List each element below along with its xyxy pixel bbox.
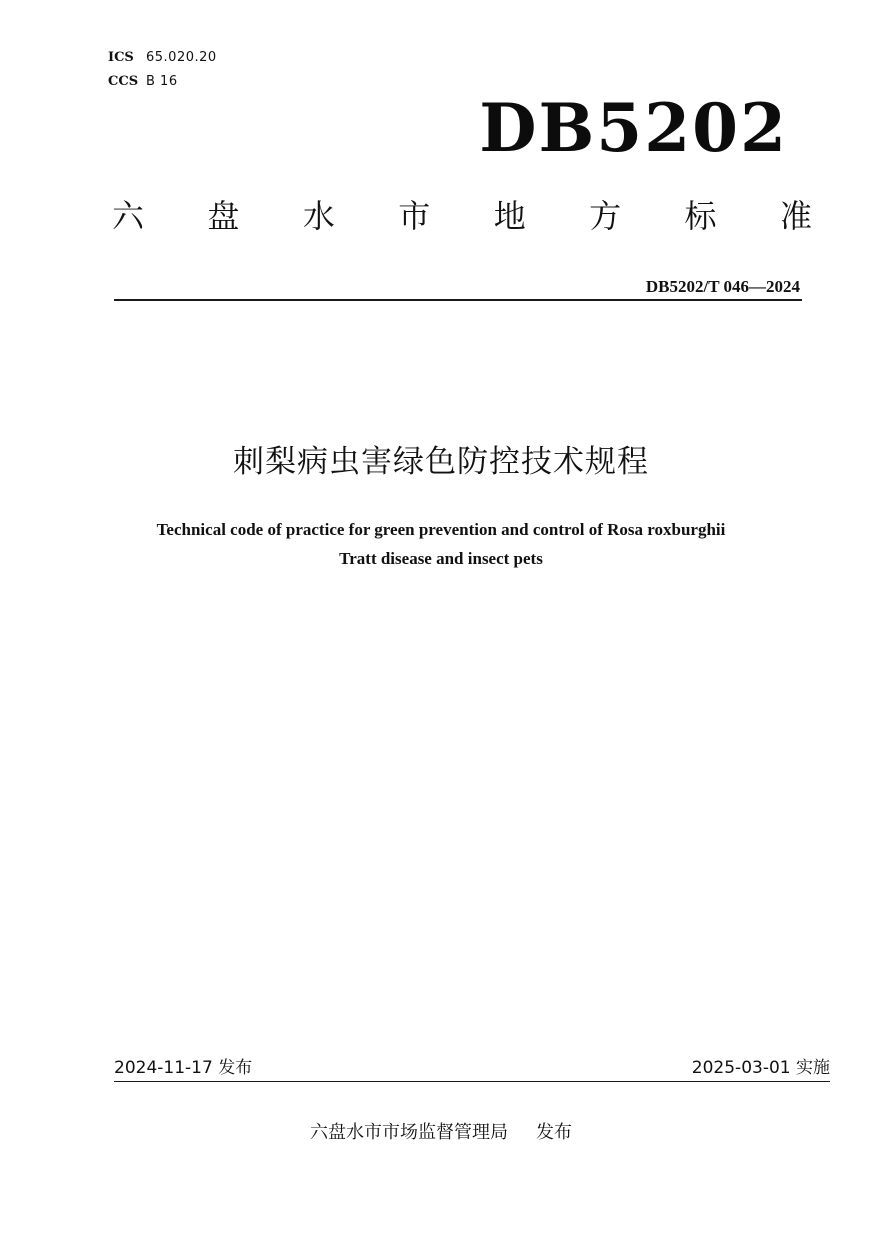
- standard-type-char: 盘: [207, 197, 240, 235]
- standard-type-char: 方: [589, 197, 622, 235]
- standard-number: DB5202/T 046—2024: [645, 277, 800, 296]
- standard-type-heading: [112, 192, 812, 240]
- standard-type-char: 地: [493, 197, 526, 235]
- implementation-date: 2025-03-01 实施: [691, 1058, 830, 1078]
- standard-code-heading: DB5202: [479, 89, 788, 167]
- issue-date: 2024-11-17 发布: [114, 1058, 253, 1078]
- document-title-cn: 刺梨病虫害绿色防控技术规程: [233, 444, 649, 480]
- document-title-en-line1: Technical code of practice for green prevention and control of Rosa roxburghii: [156, 520, 726, 539]
- publisher-action: 发布: [536, 1122, 572, 1143]
- standard-type-char: 市: [398, 197, 431, 235]
- footer-divider: [114, 1081, 830, 1082]
- publisher-name: 六盘水市市场监督管理局: [310, 1122, 508, 1143]
- publisher-line: [0, 1120, 882, 1146]
- standard-type-char: 标: [684, 197, 717, 235]
- header-divider: [114, 299, 802, 301]
- ics-label: ICS: [108, 50, 134, 65]
- standard-type-char: 六: [112, 197, 145, 235]
- ccs-classification: [108, 74, 178, 90]
- standard-type-char: 水: [302, 197, 335, 235]
- standard-type-char: 准: [779, 197, 812, 235]
- ics-classification: [108, 50, 217, 66]
- ccs-label: CCS: [108, 74, 139, 89]
- document-title-en-line2: Tratt disease and insect pets: [339, 549, 543, 568]
- ccs-value: B 16: [146, 74, 178, 89]
- ics-value: 65.020.20: [146, 50, 217, 65]
